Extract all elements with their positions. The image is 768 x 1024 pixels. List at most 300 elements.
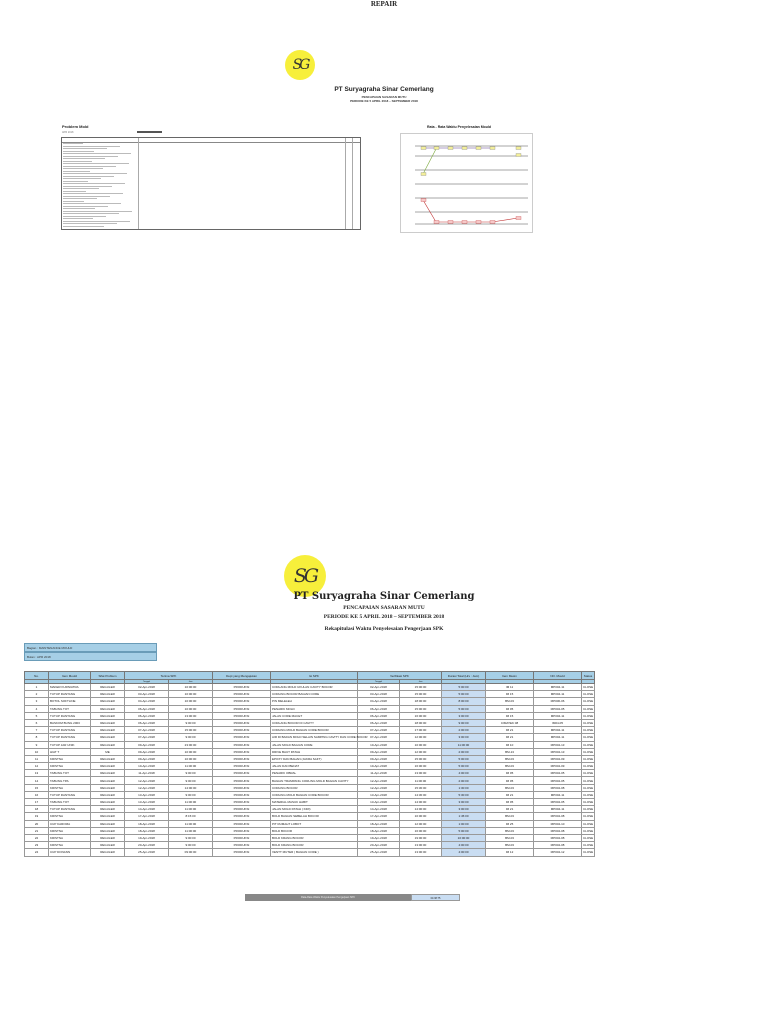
table-cell: 22 (25, 834, 49, 841)
table-cell: PRODUKSI (213, 784, 271, 791)
table-cell: HIAT T (49, 748, 91, 755)
problem-mould-row-line (63, 193, 123, 194)
table-cell: 11:00:00 (169, 806, 213, 813)
problem-mould-row-line (63, 196, 110, 197)
table-cell: BM-03 (486, 763, 534, 770)
chart-title: Rata - Rata Waktu Penyelesaian Mould (427, 125, 492, 129)
table-cell: 04-Apr-2018 (125, 698, 169, 705)
table-cell: 03-Apr-2018 (358, 691, 400, 698)
problem-mould-bar (137, 131, 162, 133)
table-cell: MP004-08 (534, 813, 582, 820)
table-column-divider (138, 138, 139, 229)
problem-mould-row-line (63, 178, 101, 179)
table-row (25, 734, 595, 741)
table-cell: BM-03 (486, 834, 534, 841)
spk-table-body (25, 684, 595, 857)
table-cell: 10-Apr-2018 (125, 763, 169, 770)
table-cell: 11:00:00 (169, 827, 213, 834)
table-cell: 12:00:00 (400, 820, 442, 827)
table-cell: 1 (25, 684, 49, 691)
problem-mould-row-line (63, 186, 112, 187)
table-cell: REGULER (91, 727, 125, 734)
table-cell: 5:00:00 (442, 684, 486, 691)
problem-mould-row-line (63, 176, 114, 177)
table-cell: CLOSE (583, 807, 594, 812)
table-cell: 5:00:00 (442, 691, 486, 698)
table-cell: 9:00:00 (169, 734, 213, 741)
table-cell: MP004-09 (534, 755, 582, 762)
table-cell: BOLD KRANG BOCOR (271, 842, 358, 849)
table-cell: 23:00:00 (169, 741, 213, 748)
company-name-bottom: PT Suryagraha Sinar Cemerlang (293, 591, 475, 602)
problem-mould-row-line (63, 213, 119, 214)
table-cell: 02-Apr-2018 (125, 684, 169, 691)
period-top: PERIODE KE 5 APRIL 2018 – SEPTEMBER 2018 (350, 99, 418, 103)
table-cell: 03-Apr-2018 (125, 691, 169, 698)
table-cell: MP004-05 (534, 705, 582, 712)
table-cell: CLOSE (583, 843, 594, 848)
table-cell: JALAN DAN BENAT (271, 763, 358, 770)
table-cell: 9:00:00 (442, 719, 486, 726)
problem-mould-row-line (63, 218, 93, 219)
table-cell: JALAN MOLD BAGIAN CORE (271, 741, 358, 748)
subheader-time: Jam (169, 680, 213, 684)
table-cell: KRISTNA (49, 763, 91, 770)
table-cell: REGULER (91, 791, 125, 798)
company-name-top: PT Suryagraha Sinar Cemerlang (334, 86, 434, 93)
table-cell: 10:00:00 (169, 691, 213, 698)
header-status: Status (582, 672, 595, 680)
table-cell: 10:00:00 (400, 813, 442, 820)
table-cell: CORLING BOCOR (271, 784, 358, 791)
table-cell: BM-13 (486, 748, 534, 755)
problem-mould-row-line (63, 198, 97, 199)
table-cell: 25-Apr-2018 (125, 849, 169, 856)
company-logo-top: SG (285, 50, 315, 80)
header-verify-spk: Verifikasi SPK (358, 672, 442, 680)
table-cell: MP004-11 (534, 727, 582, 734)
table-cell: REGULER (91, 813, 125, 820)
table-cell: PRODUKSI (213, 842, 271, 849)
table-cell: 3:00:00 (442, 734, 486, 741)
table-cell: 16:00:00 (400, 712, 442, 719)
table-cell: REGULER (91, 784, 125, 791)
company-logo-bottom: SG (284, 555, 326, 597)
table-cell: 10-Apr-2018 (358, 741, 400, 748)
table-cell: 5 (25, 712, 49, 719)
table-cell: IM 12 (486, 849, 534, 856)
table-row (25, 763, 595, 770)
table-cell: 15:00:00 (400, 755, 442, 762)
table-cell: 5:00:00 (442, 827, 486, 834)
table-cell: CORLANG MOLD UKULAN CAVITY BOCOR (271, 684, 358, 691)
table-cell: PRODUKSI (213, 777, 271, 784)
table-cell: 06-Apr-2018 (125, 705, 169, 712)
table-cell: 16:00:00 (400, 763, 442, 770)
table-cell: 16:00:00 (400, 827, 442, 834)
table-cell: PIT RUMAHT LOBOT (271, 820, 358, 827)
table-row (25, 712, 595, 719)
table-cell: 8:15:00 (169, 813, 213, 820)
table-cell: 18-Apr-2018 (358, 820, 400, 827)
table-cell: CIMATEK 08 (486, 719, 534, 726)
table-cell: EPOXY DAN BAHAN (JAKRA SAFT) (271, 755, 358, 762)
table-row (25, 698, 595, 705)
table-cell: REGULER (91, 842, 125, 849)
table-cell: 13:00:00 (400, 842, 442, 849)
table-cell: REGULER (91, 684, 125, 691)
table-cell: CLOSE (583, 828, 594, 833)
table-cell: REGULER (91, 827, 125, 834)
table-cell: 5:00:00 (442, 763, 486, 770)
table-cell: CUP KAROMA (49, 820, 91, 827)
table-cell: PRODUKSI (213, 712, 271, 719)
header-machine: Item Mesin (486, 672, 534, 680)
table-row (25, 791, 595, 798)
table-cell: 19-Apr-2018 (125, 834, 169, 841)
table-cell: REGULER (91, 834, 125, 841)
problem-mould-row-line (63, 171, 90, 172)
table-cell: 10:00:00 (169, 705, 213, 712)
table-cell: 18-Apr-2018 (125, 827, 169, 834)
table-cell: KRISTNA (49, 834, 91, 841)
table-header-row (25, 672, 595, 680)
table-cell: 9:00:00 (169, 719, 213, 726)
table-cell: CLOSE (583, 771, 594, 776)
table-cell: BM-03 (486, 698, 534, 705)
table-cell: BAGIAN TRAMPANG CORLING MOLD BAGIAN CAVITY (271, 777, 358, 784)
table-cell: TABUNG TPA (49, 777, 91, 784)
table-cell: 12-Apr-2018 (125, 784, 169, 791)
table-row (25, 705, 595, 712)
spk-table (24, 671, 595, 857)
table-cell: 2:00:00 (442, 748, 486, 755)
table-cell: CLOSE (583, 850, 594, 855)
table-cell: TABUNG TOT (49, 705, 91, 712)
table-cell: 4:00:00 (442, 849, 486, 856)
table-cell: REGULER (91, 799, 125, 806)
table-cell: REGULER (91, 691, 125, 698)
table-cell: 09:00:00 (169, 849, 213, 856)
table-cell: PRODUKSI (213, 799, 271, 806)
report-title-top: PENCAPAIAN SASARAN MUTU (361, 95, 407, 99)
table-cell: PRODUKSI (213, 820, 271, 827)
problem-mould-row-line (63, 156, 118, 157)
table-cell: 13-Apr-2018 (358, 799, 400, 806)
mini-line-chart (401, 134, 532, 232)
table-cell: IM 15 (486, 712, 534, 719)
table-cell: AIR DI BADAN MOLD SELAIN SAMPING CAVITY DAN CORE BOCOR (272, 735, 368, 740)
subheader-time: Jam (400, 680, 442, 684)
table-cell: BM-03 (486, 842, 534, 849)
table-cell: PRODUKSI (213, 791, 271, 798)
table-cell: KRISTNA (49, 842, 91, 849)
problem-mould-row-line (63, 208, 95, 209)
table-row (25, 727, 595, 734)
table-cell: BM-03 (486, 784, 534, 791)
table-cell: CLOSE (583, 749, 594, 754)
table-cell: 10:00:00 (169, 755, 213, 762)
table-cell: 3:00:00 (442, 799, 486, 806)
table-cell: MP004-11 (534, 734, 582, 741)
problem-mould-row-line (63, 226, 104, 227)
table-row (25, 777, 595, 784)
table-cell: 13-Apr-2018 (125, 799, 169, 806)
table-cell: IM 05 (486, 799, 534, 806)
table-cell: 14 (25, 777, 49, 784)
table-cell: MP004-11 (534, 691, 582, 698)
table-cell: 11:00:00 (169, 763, 213, 770)
table-row (25, 849, 595, 856)
table-column-divider (352, 138, 353, 229)
table-cell: CLOSE (583, 792, 594, 797)
problem-mould-row-line (63, 223, 117, 224)
table-cell: 17:00:00 (400, 727, 442, 734)
table-cell: TUTUP RANTANG (49, 734, 91, 741)
problem-mould-row-line (63, 153, 131, 154)
table-cell: 11:00:00 (442, 741, 486, 748)
table-cell: 10:00:00 (169, 684, 213, 691)
table-column-divider (345, 138, 346, 229)
table-cell: MP004-11 (534, 712, 582, 719)
table-cell: CORLANG BOCOR DI CAVITY (271, 719, 358, 726)
table-cell: 10:00:00 (169, 748, 213, 755)
table-cell: TUTUP RANTANG (49, 712, 91, 719)
table-cell: 07-Apr-2018 (358, 734, 400, 741)
table-cell: CLOSE (583, 814, 594, 819)
table-cell: CLOSE (583, 699, 594, 704)
table-cell: PRODUKSI (213, 684, 271, 691)
table-cell: TUTUP RANTANG (49, 791, 91, 798)
problem-mould-row-line (63, 188, 99, 189)
problem-mould-row-line (63, 151, 94, 152)
table-cell: PRODUKSI (213, 741, 271, 748)
table-cell: MP004-05 (534, 777, 582, 784)
table-cell: REGULER (91, 777, 125, 784)
header-item-mould: Item Mould (49, 672, 91, 680)
table-cell: PRODUKSI (213, 813, 271, 820)
table-cell: REGULER (91, 820, 125, 827)
table-cell: 8:00:00 (442, 698, 486, 705)
table-row (25, 684, 595, 691)
table-cell: 1:00:00 (442, 820, 486, 827)
table-cell: REGULER (91, 698, 125, 705)
table-cell: MP004-09 (534, 763, 582, 770)
table-cell: 11:00:00 (169, 799, 213, 806)
table-cell: 11-Apr-2018 (125, 770, 169, 777)
table-cell: 5:00:00 (442, 705, 486, 712)
problem-mould-row-line (63, 203, 121, 204)
table-cell: MP004-11 (534, 684, 582, 691)
table-cell: 15:00:00 (169, 727, 213, 734)
table-row (25, 827, 595, 834)
table-cell: 14:00:00 (169, 784, 213, 791)
table-cell: REGULER (91, 719, 125, 726)
table-cell: REGULER (91, 712, 125, 719)
table-cell: TUTUP RANTANG (49, 727, 91, 734)
table-cell: 09-Apr-2018 (358, 748, 400, 755)
table-cell: 19:00:00 (400, 834, 442, 841)
table-cell: MP004-10 (534, 820, 582, 827)
table-cell: BOTOL SOFTLINE (49, 698, 91, 705)
table-cell: 11 (25, 755, 49, 762)
table-cell: 14-Apr-2018 (125, 806, 169, 813)
table-cell: BOLD BAGIAN SEBELAH BOCOR (271, 813, 358, 820)
table-cell: TUTUP RANTANG (49, 691, 91, 698)
table-cell: 19 (25, 813, 49, 820)
table-cell: 9:00:00 (169, 791, 213, 798)
table-cell: 13:00:00 (169, 712, 213, 719)
table-cell: 18:00:00 (400, 698, 442, 705)
problem-mould-subtitle: APR 2018 (62, 131, 74, 134)
header-no: No. (25, 672, 49, 680)
table-cell: PRODUKSI (213, 770, 271, 777)
table-cell: 13 (25, 770, 49, 777)
table-cell: MP004-12 (534, 849, 582, 856)
table-cell: 18 (25, 806, 49, 813)
table-cell: 13-Apr-2018 (125, 791, 169, 798)
table-cell: IM 15 (486, 691, 534, 698)
problem-mould-row-line (63, 148, 107, 149)
table-cell: 10:00:00 (400, 741, 442, 748)
table-cell: PRODUKSI (213, 834, 271, 841)
table-cell: PRODUKSI (213, 705, 271, 712)
table-cell: VENTT MUTER ( BAGIAN CORE ) (271, 849, 358, 856)
table-row (25, 719, 595, 726)
table-cell: 12 (25, 763, 49, 770)
problem-mould-row-line (63, 173, 127, 174)
table-cell: MP004-11 (534, 791, 582, 798)
table-cell: CLOSE (583, 742, 594, 747)
table-cell: 4:00:00 (442, 842, 486, 849)
table-cell: 15:00:00 (400, 691, 442, 698)
table-cell: MP004-08 (534, 842, 582, 849)
report-title-bottom: PENCAPAIAN SASARAN MUTU (343, 605, 425, 611)
table-cell: REGULER (91, 741, 125, 748)
section-title: REPAIR (370, 0, 398, 8)
problem-mould-row-line (63, 181, 88, 182)
table-row (25, 834, 595, 841)
problem-mould-row-line (63, 143, 83, 144)
table-cell: 07-Apr-2018 (125, 727, 169, 734)
table-cell: PRODUKSI (213, 748, 271, 755)
table-cell: 15:00:00 (400, 705, 442, 712)
table-cell: PRODUKSI (213, 806, 271, 813)
table-cell: KRISTNA (49, 827, 91, 834)
table-cell: MATERIAL MASUK HABIT (271, 799, 358, 806)
table-cell: MP004-08 (534, 834, 582, 841)
table-cell: MP004-05 (534, 770, 582, 777)
table-cell: 14-Apr-2018 (358, 806, 400, 813)
table-cell: 06-Apr-2018 (358, 712, 400, 719)
table-cell: 5:00:00 (442, 755, 486, 762)
table-cell: 18-Apr-2018 (125, 820, 169, 827)
table-cell: 11-Apr-2018 (358, 770, 400, 777)
table-cell: ME (91, 748, 125, 755)
table-cell: 16 (25, 791, 49, 798)
table-cell: MP006-06 (534, 698, 582, 705)
table-cell: 1:30:00 (442, 784, 486, 791)
table-cell: CLOSE (583, 735, 594, 740)
table-cell: 20 (25, 820, 49, 827)
table-cell: PRODUKSI (213, 849, 271, 856)
table-cell: IM 21 (486, 806, 534, 813)
table-cell: BM-03 (486, 827, 534, 834)
table-cell: 2 (25, 691, 49, 698)
table-cell: REGULER (91, 849, 125, 856)
table-cell: CLOSE (583, 836, 594, 841)
table-cell: IM 10 (486, 741, 534, 748)
table-cell: PRODUKSI (213, 698, 271, 705)
table-cell: MAKER KURNIATRA (49, 684, 91, 691)
table-cell: 12-Apr-2018 (358, 777, 400, 784)
header-spk-content: Isi SPK (271, 672, 358, 680)
table-cell: CLOSE (583, 692, 594, 697)
table-cell: 10:00:00 (442, 834, 486, 841)
table-cell: 25-Apr-2018 (358, 849, 400, 856)
table-cell: 2:00:00 (442, 777, 486, 784)
table-cell: TUTUP RANTANG (49, 806, 91, 813)
table-cell: 24 (25, 849, 49, 856)
table-cell: 9:00:00 (169, 842, 213, 849)
header-receive-spk: Terima SPK (125, 672, 213, 680)
table-cell: IM 21 (486, 791, 534, 798)
table-row (25, 784, 595, 791)
problem-mould-row-line (63, 183, 125, 184)
table-cell: 17 (25, 799, 49, 806)
table-cell: KRISTNA (49, 755, 91, 762)
table-cell: 06-Apr-2018 (125, 719, 169, 726)
table-cell: CLOSE (583, 785, 594, 790)
table-cell: DRIVE BAUT PATAH (271, 748, 358, 755)
table-row (25, 741, 595, 748)
problem-mould-row-line (63, 211, 132, 212)
table-cell: 4 (25, 705, 49, 712)
table-cell: PRODUKSI (213, 691, 271, 698)
table-cell: TABUNG TOT (49, 770, 91, 777)
table-cell: 07-Apr-2018 (125, 734, 169, 741)
table-cell: 5:30:00 (442, 791, 486, 798)
table-cell: JALAN CORE MACET (271, 712, 358, 719)
table-cell: 07-Apr-2018 (358, 727, 400, 734)
table-cell: CLOSE (583, 706, 594, 711)
table-cell: 15:00:00 (400, 684, 442, 691)
problem-mould-row-line (63, 216, 106, 217)
problem-mould-table (61, 137, 361, 230)
table-cell: PRODUKSI (213, 734, 271, 741)
table-cell: 9:00:00 (169, 770, 213, 777)
table-cell: 12-Apr-2018 (358, 784, 400, 791)
table-cell: 13:00:00 (400, 770, 442, 777)
table-row (25, 799, 595, 806)
table-cell: PRODUKSI (213, 827, 271, 834)
problem-mould-row-line (63, 206, 108, 207)
table-cell: KRISTNA (49, 784, 91, 791)
table-cell: 10-Apr-2018 (358, 763, 400, 770)
table-cell: 9:00:00 (169, 777, 213, 784)
table-cell: 9:00:00 (169, 834, 213, 841)
table-cell: 17-Apr-2018 (125, 813, 169, 820)
average-label: Rata-Rata Waktu Penyelesaian Pengerjaan SPK (245, 894, 411, 901)
table-cell: CLOSE (583, 721, 594, 726)
department-label: Bagian : MAINTENANCE MOULD (24, 643, 157, 652)
problem-mould-row-line (63, 191, 86, 192)
table-cell: IM 11 (486, 684, 534, 691)
problem-mould-row-line (63, 201, 84, 202)
table-cell: 04-Apr-2018 (358, 698, 400, 705)
problem-mould-title: Problem Mold (62, 124, 89, 129)
table-cell: IM 21 (486, 727, 534, 734)
